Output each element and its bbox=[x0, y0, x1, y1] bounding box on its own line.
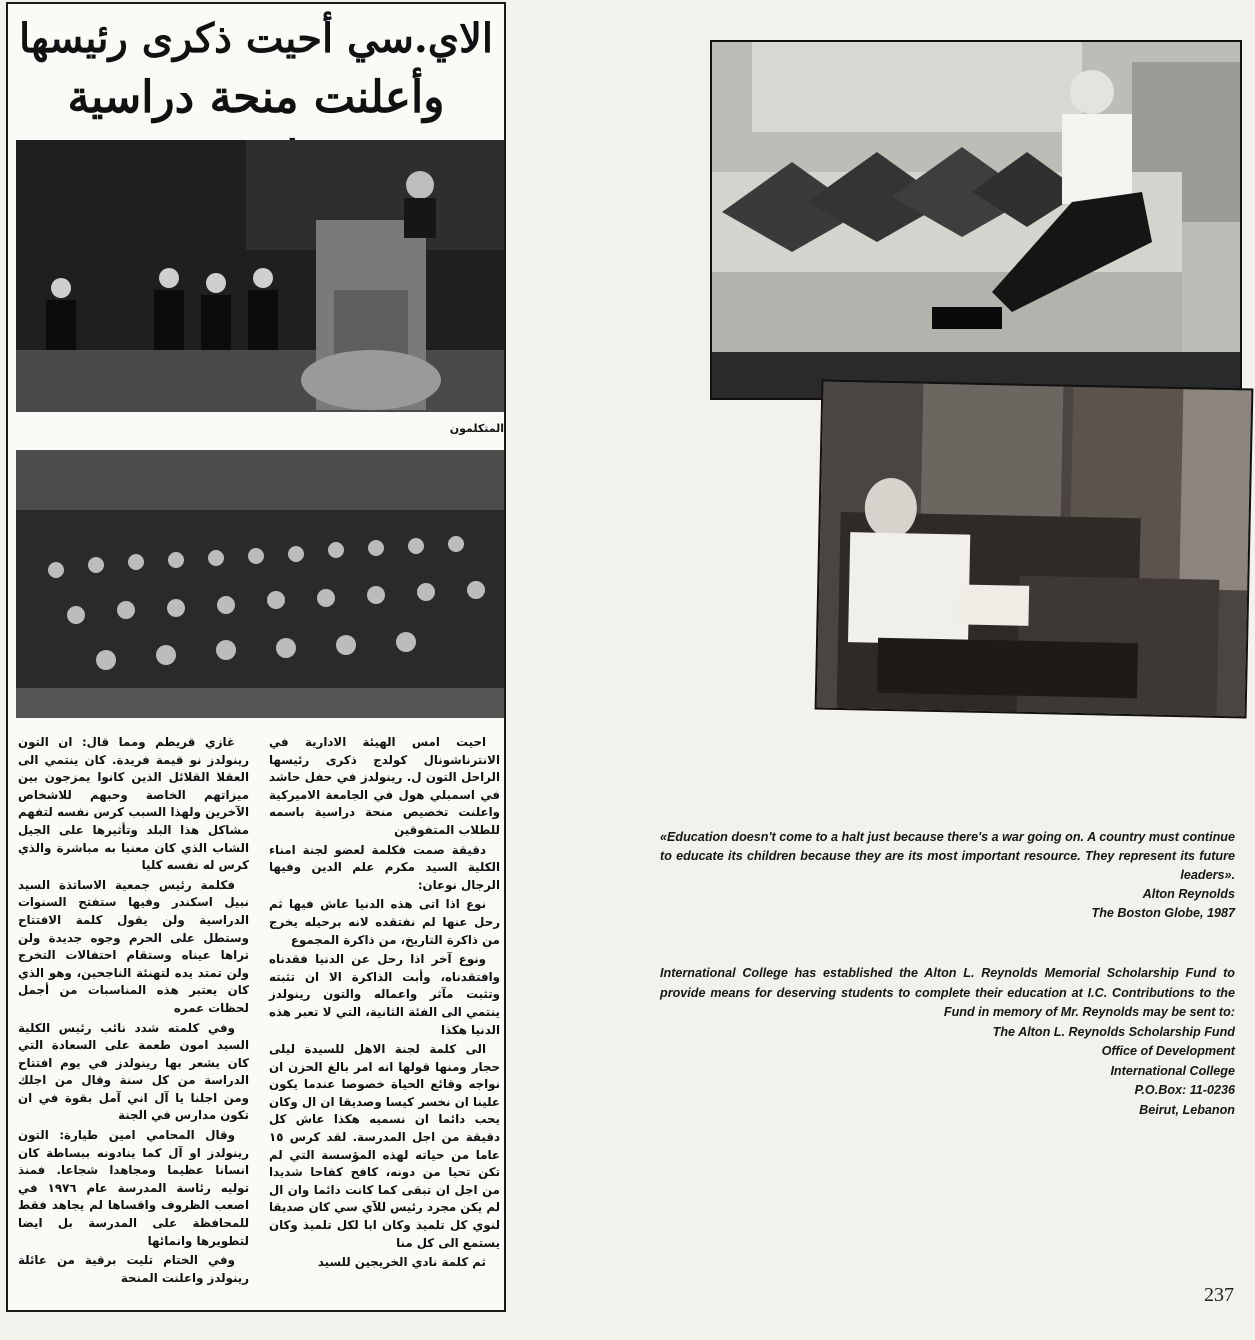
fund-intro-text: International College has established the Alton L. Reynolds Memorial Scholarship Fund to provide means for deserving students to complete their education at I.C. Contributions to the Fund in memory of Mr. Reynolds may be sent to: bbox=[660, 966, 1235, 1019]
newspaper-clipping bbox=[6, 2, 506, 1312]
audience-illustration bbox=[16, 450, 504, 718]
article-column-right bbox=[269, 734, 500, 1304]
speakers-stage-illustration bbox=[16, 140, 504, 412]
reynolds-in-armchair-photo bbox=[815, 380, 1254, 719]
article-paragraph: ثم كلمة نادي الخريجين للسيد bbox=[317, 1255, 486, 1270]
article-paragraph: الى كلمة لجنة الاهل للسيدة ليلى حجار ومنها قولها انه امر بالغ الحزن ان نواجه وقائع الحياة خصوصا عندما يكون علينا ان نخسر كيسا وصديقا ان ال وكان يحب دائما ان نسميه هكذا عاش كل دقيقة من اجل المدرسة. لقد كرس ١٥ عاما من حياته لهذه المؤسسة التي لم تكن تحيا من دونه، كافح كفاحا شديدا من اجل ان تبقى كما كانت دائما وان ال لم يكن مجرد رئيس للآي سي كان صديقا لنوي كل تلميذ وكان ابا لكل تلميذ وكان يستمع الى كل منا bbox=[269, 1042, 500, 1250]
fund-address-name: The Alton L. Reynolds Scholarship Fund bbox=[992, 1024, 1235, 1039]
quote-author: Alton Reynolds bbox=[1142, 887, 1235, 901]
article-column-left bbox=[18, 734, 249, 1304]
headline-line-2: وأعلنت منحة دراسية bbox=[67, 72, 445, 123]
headline-line-1: الاي.سي أحيت ذكرى رئيسها bbox=[18, 15, 494, 62]
reynolds-on-sofa-photo bbox=[710, 40, 1242, 400]
article-paragraph: وقال المحامي امين طيارة: التون رينولدز او آل كما ينادونه ببساطة كان انسانا عظيما ومجاهدا شجاعا. فمنذ توليه رئاسة المدرسة عام ١٩٧٦ في اصعب الظروف واقساها لم يجاهد فقط للمحافظة على المدرسة بل ايضا لتطويرها وانمائها bbox=[18, 1128, 249, 1248]
article-paragraph: دقيقة صمت فكلمة لعضو لجنة امناء الكلية السيد مكرم علم الدين وفيها الرجال نوعان: bbox=[269, 842, 500, 892]
armchair-photo-illustration bbox=[817, 382, 1252, 717]
quote-text: «Education doesn't come to a halt just because there's a war going on. A country must continue to educate its children because they are its most important resource. They represent its future leaders». bbox=[660, 830, 1235, 882]
reynolds-quote bbox=[660, 828, 1235, 923]
article-paragraph: غازي قريطم ومما قال: ان التون رينولدز نو قيمة فريدة. كان ينتمي الى العقلا القلائل الذين كانوا يمزجون بين ميزاتهم الخاصة وحبهم للاشخاص الآخرين ولهذا السبب كرس نفسه لتفهم مشاكل هذا البلد وتأثيرها على الجيل الشاب الذي كان معنيا به مباشرة والذي كرس له نفسه كليا bbox=[18, 735, 249, 873]
sofa-photo-illustration bbox=[712, 42, 1240, 398]
article-body bbox=[18, 734, 500, 1304]
speakers-stage-photo bbox=[16, 140, 504, 412]
article-paragraph: ونوع آخر اذا رحل عن الدنيا فقدناه وافتقدناه، وأبت الذاكرة الا ان تثبته وتثبت مآثر واعماله والتون رينولدز ينتمي الى الفئة الثانية، التي لا تعبر هذه الدنيا هكذا bbox=[269, 952, 500, 1037]
scholarship-fund-notice bbox=[660, 964, 1235, 1120]
fund-address-office: Office of Development bbox=[1101, 1044, 1235, 1058]
article-paragraph: فكلمة رئيس جمعية الاساتذة السيد نبيل اسكندر وفيها ستفتح السنوات الدراسية ولن يقول كلمة الافتتاح وستطل على الحرم وجوه جديدة ولن تراها عيناه وستقام احتفالات التخرج ولن تمتد يده لتهنئة الناجحين، وهو الذي كان يعتبر هذه المناسبات من أجمل لحظات عمره bbox=[18, 877, 249, 1015]
article-paragraph: وفي كلمته شدد نائب رئيس الكلية السيد امون طعمة على السعادة التي كان يشعر بها رينولدز في يوم افتتاح الدراسة من كل سنة وقال من اجلك ومن اجلنا يا آل اني آمل بقوة في ان تكون مدارس في الجنة bbox=[18, 1020, 249, 1123]
fund-address-city: Beirut, Lebanon bbox=[1139, 1102, 1235, 1117]
article-paragraph: احيت امس الهيئة الادارية في الانترناشونال كولدج ذكرى رئيسها الراحل التون ل. رينولدز في حفل حاشد في اسمبلي هول في الجامعة الاميركية واعلنت تخصيص منحة دراسية باسمه للطلاب المتفوقين bbox=[269, 735, 500, 837]
fund-address-pobox: P.O.Box: 11-0236 bbox=[1134, 1083, 1235, 1097]
page-number: 237 bbox=[1204, 1284, 1234, 1306]
photo-caption-speakers: المتكلمون bbox=[449, 422, 504, 435]
quote-source: The Boston Globe, 1987 bbox=[1091, 906, 1235, 920]
article-paragraph: وفي الختام تليت برقية من عائلة رينولدز واعلنت المنحة bbox=[18, 1253, 249, 1285]
audience-photo bbox=[16, 450, 504, 718]
fund-address-college: International College bbox=[1110, 1063, 1235, 1078]
article-paragraph: نوع اذا اتى هذه الدنيا عاش فيها ثم رحل عنها لم نفتقده لانه برحيله يخرج من ذاكرة التاريخ، من ذاكرة المجموع bbox=[269, 897, 500, 947]
